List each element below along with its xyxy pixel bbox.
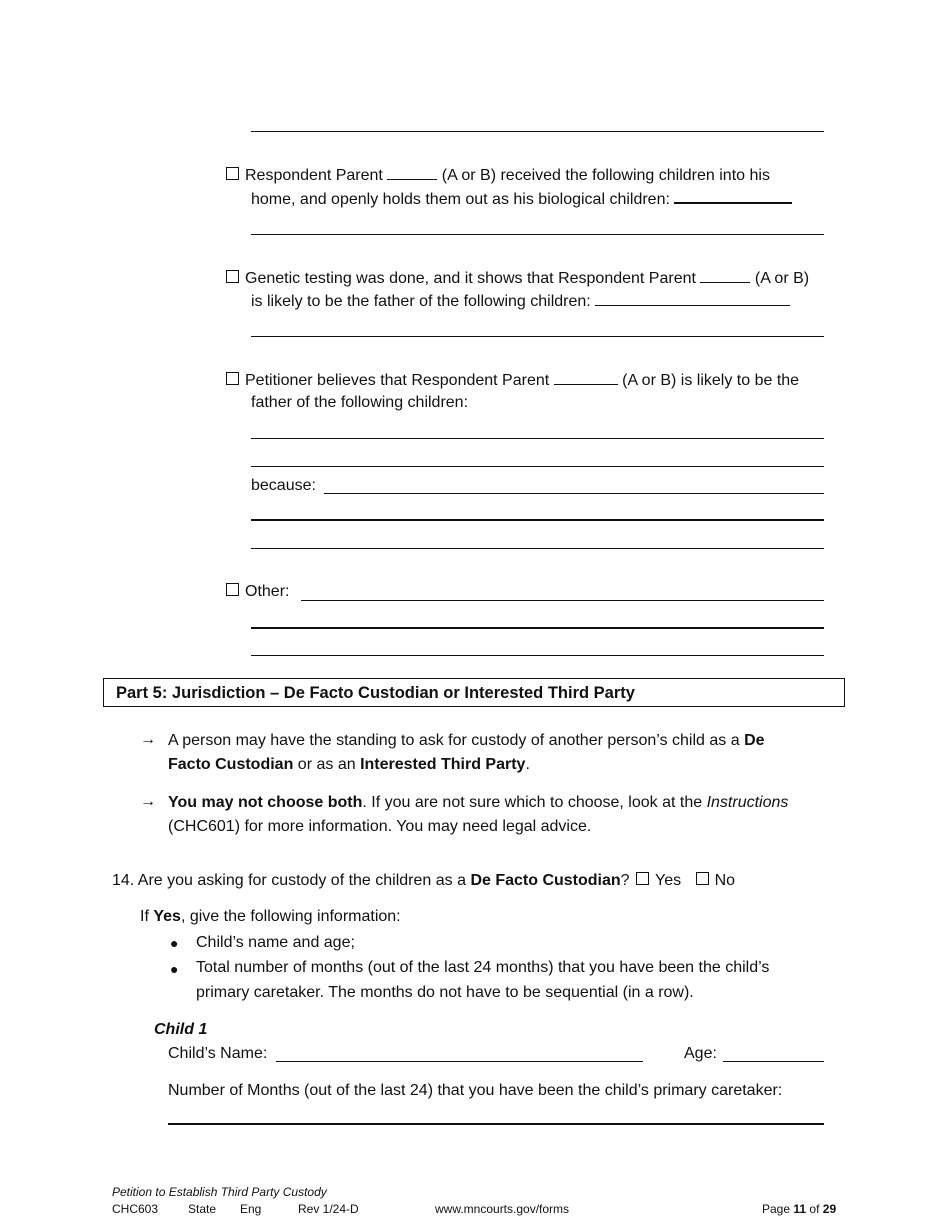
option-genetic-testing: Genetic testing was done, and it shows that Respondent Parent (A or B) xyxy=(226,268,809,289)
because-line[interactable] xyxy=(324,493,824,494)
option-received-children-line2: home, and openly holds them out as his biological children: xyxy=(251,188,792,210)
bullet-item: Total number of months (out of the last 24 months) that you have been the child’s xyxy=(196,959,770,976)
child-heading: Child 1 xyxy=(154,1021,208,1038)
answer-line[interactable] xyxy=(251,234,824,235)
bullet-item: Child’s name and age; xyxy=(196,934,355,951)
arrow-icon: → xyxy=(140,731,156,748)
answer-line[interactable] xyxy=(251,131,824,132)
part5-note2-line2: (CHC601) for more information. You may need legal advice. xyxy=(168,818,592,835)
checkbox[interactable] xyxy=(226,270,239,283)
months-field[interactable] xyxy=(168,1123,824,1125)
option-petitioner-believes: Petitioner believes that Respondent Parent (A or B) is likely to be the xyxy=(226,370,799,391)
footer-rev: Rev 1/24-D xyxy=(298,1202,359,1216)
child-age-field[interactable] xyxy=(723,1061,824,1062)
option-other: Other: xyxy=(226,582,289,602)
option-petitioner-believes-line2: father of the following children: xyxy=(251,394,469,411)
checkbox[interactable] xyxy=(226,372,239,385)
part5-note1-line2: Facto Custodian or as an Interested Third Party. xyxy=(168,756,530,773)
answer-line[interactable] xyxy=(251,466,824,467)
option-genetic-testing-line2: is likely to be the father of the following children: xyxy=(251,291,790,312)
footer-page: Page 11 of 29 xyxy=(762,1202,837,1216)
other-line[interactable] xyxy=(301,600,824,601)
children-blank[interactable] xyxy=(674,188,792,204)
because-label: because: xyxy=(251,477,316,494)
part5-note2: You may not choose both. If you are not sure which to choose, look at the Instructions xyxy=(168,794,789,811)
checkbox[interactable] xyxy=(226,167,239,180)
answer-line[interactable] xyxy=(251,627,824,629)
answer-line[interactable] xyxy=(251,548,824,549)
answer-line[interactable] xyxy=(251,519,824,521)
parent-letter-blank[interactable] xyxy=(554,370,618,385)
months-label: Number of Months (out of the last 24) that you have been the child’s primary caretaker: xyxy=(168,1082,783,1099)
checkbox[interactable] xyxy=(226,583,239,596)
question-14: 14. Are you asking for custody of the children as a De Facto Custodian? Yes No xyxy=(112,872,736,889)
footer-title: Petition to Establish Third Party Custody xyxy=(112,1185,327,1199)
if-yes-instruction: If Yes, give the following information: xyxy=(140,908,401,925)
children-blank[interactable] xyxy=(595,291,790,306)
answer-line[interactable] xyxy=(251,438,824,439)
arrow-icon: → xyxy=(140,793,156,810)
bullet-item-line2: primary caretaker. The months do not have to be sequential (in a row). xyxy=(196,984,694,1001)
footer-code: CHC603 xyxy=(112,1202,159,1216)
part5-title: Part 5: Jurisdiction – De Facto Custodian or Interested Third Party xyxy=(116,684,635,702)
bullet-icon: ● xyxy=(170,935,179,951)
answer-line[interactable] xyxy=(251,336,824,337)
child-age-label: Age: xyxy=(684,1045,717,1062)
footer-state: State xyxy=(188,1202,217,1216)
answer-line[interactable] xyxy=(251,655,824,656)
parent-letter-blank[interactable] xyxy=(387,165,437,180)
footer-lang: Eng xyxy=(240,1202,262,1216)
bullet-icon: ● xyxy=(170,961,179,977)
footer-url: www.mncourts.gov/forms xyxy=(435,1202,570,1216)
no-checkbox[interactable] xyxy=(696,872,709,885)
child-name-field[interactable] xyxy=(276,1061,643,1062)
part5-header xyxy=(103,678,845,707)
yes-checkbox[interactable] xyxy=(636,872,649,885)
parent-letter-blank[interactable] xyxy=(700,268,750,283)
part5-note1: A person may have the standing to ask for custody of another person’s child as a De xyxy=(168,732,765,749)
option-received-children: Respondent Parent (A or B) received the following children into his xyxy=(226,165,770,186)
child-name-label: Child’s Name: xyxy=(168,1045,268,1062)
